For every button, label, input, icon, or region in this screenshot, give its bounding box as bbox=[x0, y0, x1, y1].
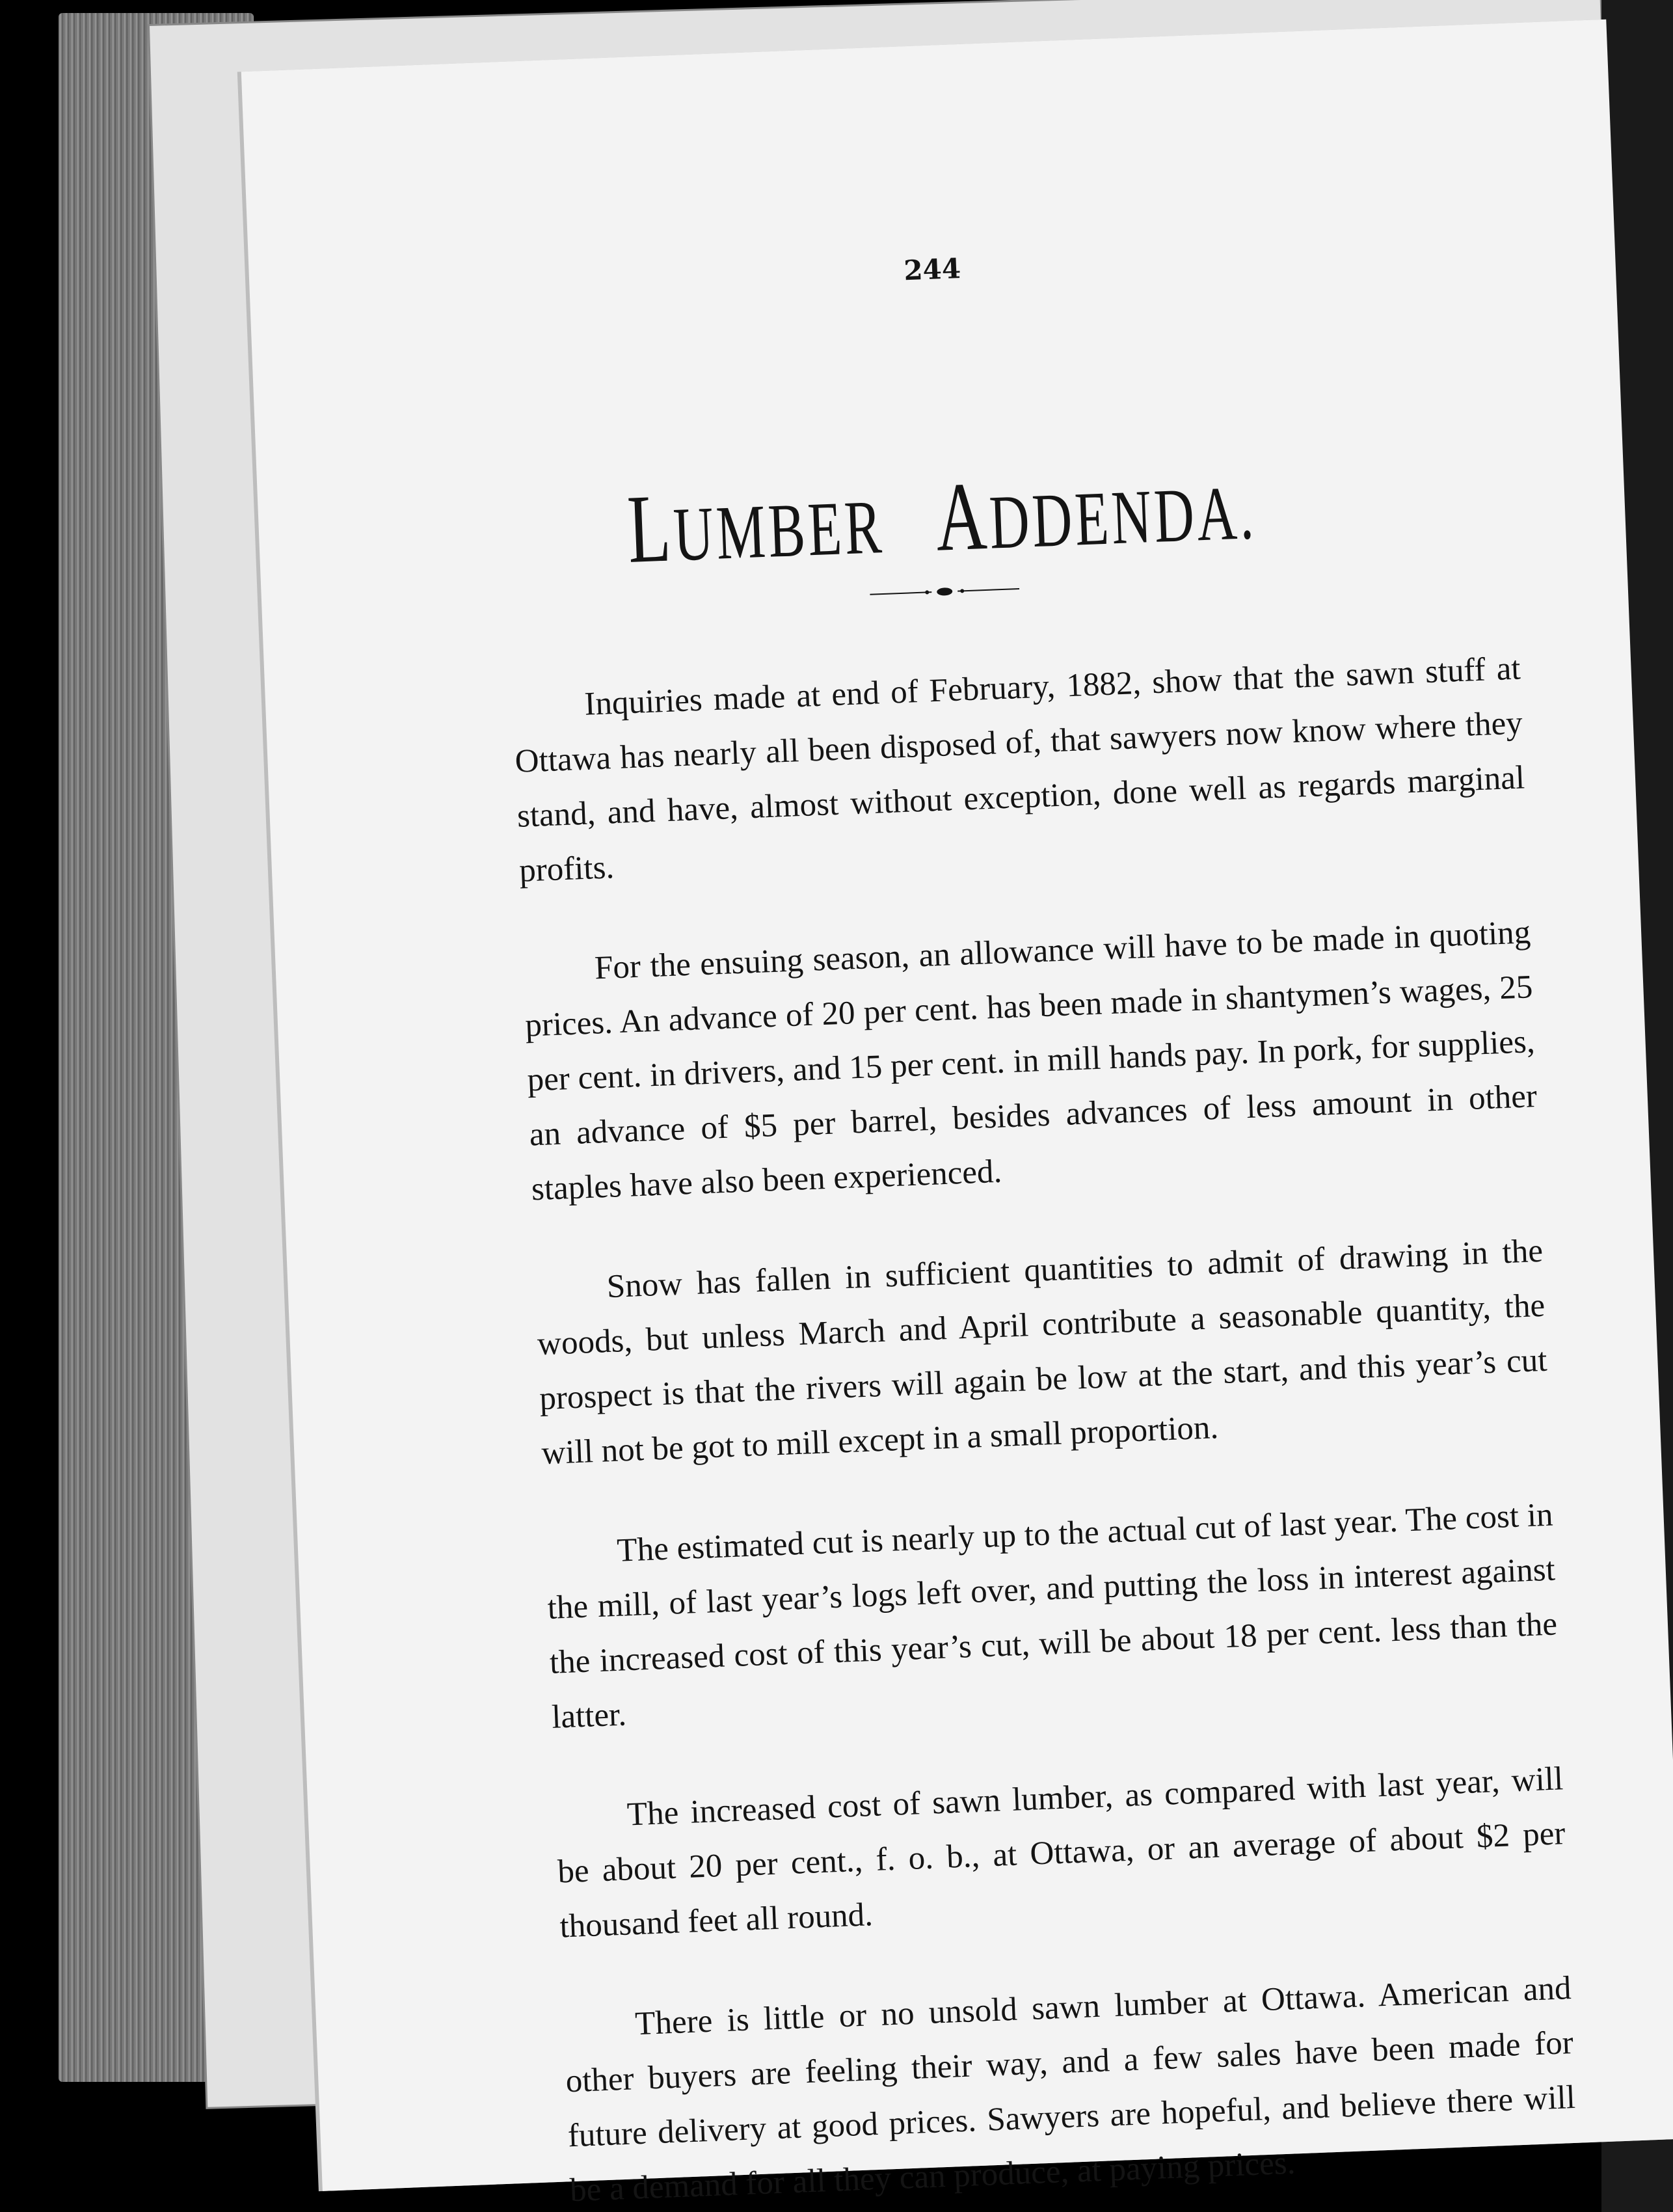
heading-initial-a: A bbox=[933, 461, 992, 572]
paragraph: The increased cost of sawn lumber, as compared with last year, will be about 20 per cent., f. o. b., at Ottawa, or an average of about $2 per thousand feet all round. bbox=[557, 1760, 1566, 1945]
heading-word2-rest: DDENDA. bbox=[987, 469, 1258, 565]
book-page bbox=[241, 20, 1673, 2209]
heading-initial-l: L bbox=[625, 474, 676, 584]
paragraph: There is little or no unsold sawn lumber at Ottawa. American and other buyers are feeling their way, and a few sales have been made for future delivery at good prices. Sawyers are hopeful, and believe there will be a demand for all they can produce, at paying prices. bbox=[565, 1970, 1576, 2209]
heading-ornament-divider bbox=[870, 582, 1020, 601]
page-number: 244 bbox=[903, 252, 961, 287]
paragraph: For the ensuing season, an allowance will have to be made in quoting prices. An advance of 20 per cent. has been made in shantymen’s wages, 25 per cent. in drivers, and 15 per cent. in mill hands pay. In pork, for supplies, an advance of $5 per barrel, besides advances of less amount in other staples have also been experienced. bbox=[524, 914, 1538, 1208]
paragraph: The estimated cut is nearly up to the actual cut of last year. The cost in the mill, of last year’s logs left over, and putting the loss in interest against the increased cost of this year’s cut, will be about 18 per cent. less than the latter. bbox=[546, 1496, 1558, 1736]
paragraph: Inquiries made at end of February, 1882, show that the sawn stuff at Ottawa has nearly all been disposed of, that sawyers now know where they stand, and have, almost without exception, done well as regards marginal profits. bbox=[514, 650, 1525, 889]
body-text bbox=[512, 641, 1580, 2212]
paragraph: Snow has fallen in sufficient quantities to admit of drawing in the woods, but unless March and April contribute a seasonable quantity, the prospect is that the rivers will again be low at the start, and this year’s cut will not be got to mill except in a small proportion. bbox=[537, 1232, 1548, 1472]
page-heading bbox=[448, 443, 1435, 593]
page-content bbox=[241, 20, 1673, 2209]
heading-word1-rest: UMBER bbox=[672, 483, 886, 578]
